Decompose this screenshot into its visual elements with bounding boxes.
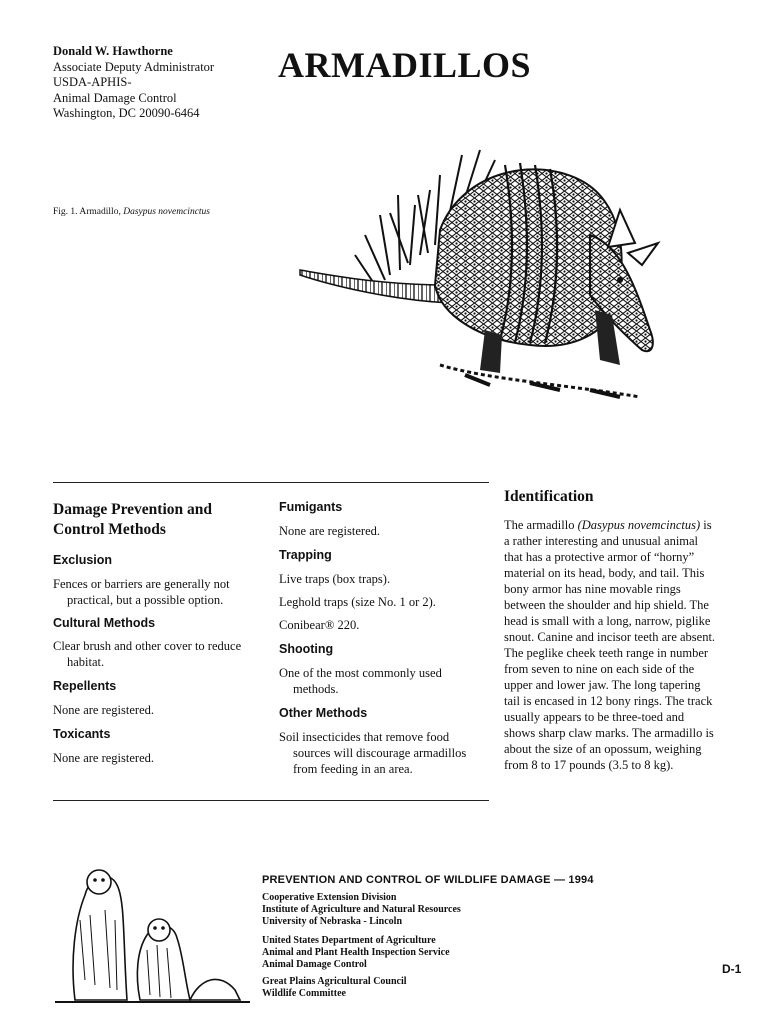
damage-prevention-column: [53, 500, 263, 766]
cultural-text: Clear brush and other cover to reduce habitat.: [53, 639, 242, 669]
page-title: ARMADILLOS: [278, 45, 532, 85]
identification-text: [504, 517, 718, 773]
cultural-title: Cultural Methods: [53, 616, 156, 630]
other-methods-title: Other Methods: [279, 706, 368, 720]
identification-column: [504, 487, 718, 773]
toxicants-title: Toxicants: [53, 727, 111, 741]
other-methods-text: Soil insecticides that remove food sources will discourage armadillos from feeding in an area.: [279, 730, 467, 776]
armadillo-illustration: [290, 135, 670, 405]
publisher-line: United States Department of Agriculture: [262, 935, 436, 946]
section-top-rule: [53, 482, 489, 483]
publisher-block-2: [262, 935, 450, 971]
control-methods-column: [279, 499, 474, 777]
publisher-line: Cooperative Extension Division: [262, 892, 397, 903]
author-line: Washington, DC 20090-6464: [53, 106, 200, 120]
trapping-item: Conibear® 220.: [279, 618, 360, 632]
section-bottom-rule: [53, 800, 489, 801]
author-line: USDA-APHIS-: [53, 75, 132, 89]
series-title: PREVENTION AND CONTROL OF WILDLIFE DAMAGE — 1994: [262, 874, 594, 886]
prairie-dog-illustration: [55, 860, 250, 1005]
repellents-title: Repellents: [53, 679, 117, 693]
author-line: Animal Damage Control: [53, 90, 177, 105]
fumigants-text: None are registered.: [279, 524, 380, 538]
identification-species: (Dasypus novemcinctus): [577, 518, 701, 532]
exclusion-text: Fences or barriers are generally not practical, but a possible option.: [53, 577, 230, 607]
author-line: Associate Deputy Administrator: [53, 59, 215, 74]
damage-heading: Damage Prevention and Control Methods: [53, 501, 213, 538]
trapping-item: Live traps (box traps).: [279, 572, 391, 586]
page-number: D-1: [722, 962, 742, 976]
publisher-line: Animal Damage Control: [262, 959, 367, 970]
author-name: Donald W. Hawthorne: [53, 44, 173, 58]
toxicants-text: None are registered.: [53, 751, 154, 765]
exclusion-title: Exclusion: [53, 553, 113, 567]
shooting-title: Shooting: [279, 642, 334, 656]
fumigants-title: Fumigants: [279, 500, 343, 514]
publisher-line: Wildlife Committee: [262, 988, 346, 999]
repellents-text: None are registered.: [53, 703, 154, 717]
caption-species: Dasypus novemcinctus: [123, 207, 211, 217]
caption-prefix: Fig. 1. Armadillo,: [53, 207, 124, 217]
shooting-text: One of the most commonly used methods.: [279, 666, 442, 696]
publisher-line: Animal and Plant Health Inspection Service: [262, 947, 450, 958]
identification-lead: The armadillo: [504, 518, 578, 532]
trapping-title: Trapping: [279, 548, 332, 562]
author-block: [53, 44, 214, 122]
trapping-item: Leghold traps (size No. 1 or 2).: [279, 595, 436, 609]
publisher-line: Institute of Agriculture and Natural Resources: [262, 904, 461, 915]
publisher-line: Great Plains Agricultural Council: [262, 976, 407, 987]
figure-caption: [53, 207, 210, 217]
publisher-line: University of Nebraska - Lincoln: [262, 916, 402, 927]
publisher-block-3: [262, 976, 407, 1000]
publisher-block-1: [262, 892, 461, 928]
identification-heading: Identification: [504, 488, 594, 505]
identification-body: is a rather interesting and unusual animal that has a protective armor of “horny” material on its head, body, and tail. This bony armor has nine movable rings between the shoulder and hip shield. The head is small with a long, narrow, piglike snout. Canine and incisor teeth are absent. The peglike cheek teeth range in number from seven to nine on each side of the upper and lower jaw. The long tapering tail is encased in 12 bony rings. The track usually appears to be three-toed and shows sharp claw marks. The armadillo is about the size of an opossum, weighing from 8 to 17 pounds (3.5 to 8 kg).: [504, 518, 716, 772]
